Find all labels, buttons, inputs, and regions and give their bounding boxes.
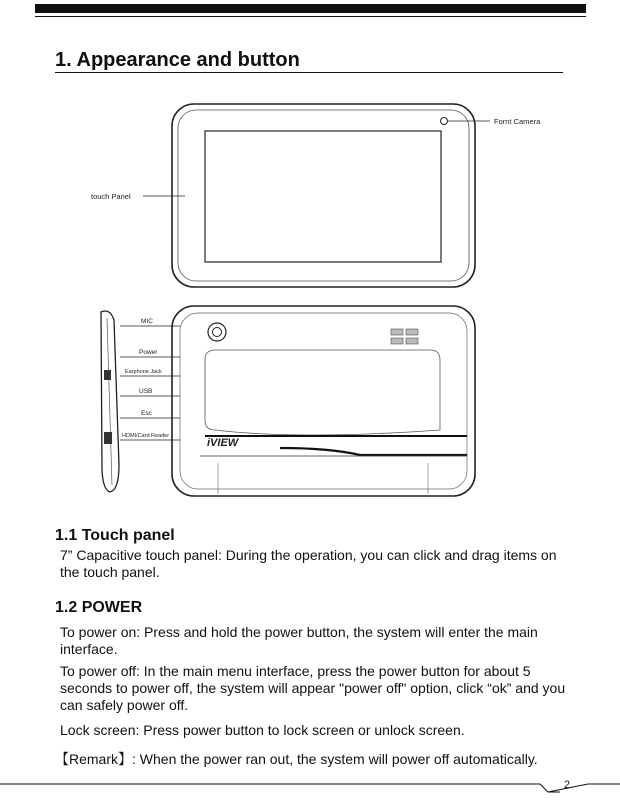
section-power-title: 1.2 POWER: [55, 599, 143, 616]
lock-screen-text: Lock screen: Press power button to lock screen or unlock screen.: [60, 722, 465, 738]
footer-rule: [0, 783, 620, 793]
remark-text: 【Remark】: When the power ran out, the system will power off automatically.: [55, 751, 538, 767]
label-esc: Esc: [141, 410, 152, 417]
label-earphone: Earphone Jack: [125, 369, 162, 375]
page-title: 1. Appearance and button: [55, 49, 300, 71]
power-off-text: To power off: In the main menu interface, press the power button for about 5 seconds to power off, the system will appear "power off" option, click “ok” and you can safely power off.: [60, 663, 566, 713]
page-number: 2: [564, 779, 571, 791]
brand-logo: iVIEW: [207, 437, 239, 449]
label-hdmi: HDMI/Card Reader: [122, 433, 170, 439]
side-view: [101, 311, 180, 492]
power-on-text: To power on: Press and hold the power button, the system will enter the main interface.: [60, 624, 538, 657]
label-power: Power: [139, 349, 158, 356]
front-view: [91, 104, 541, 287]
label-front-camera: Fornt Camera: [494, 117, 541, 126]
back-view: [172, 306, 475, 496]
back-camera-icon: [208, 323, 226, 341]
front-camera-icon: [441, 118, 448, 125]
label-touch-panel: touch Panel: [91, 192, 131, 201]
label-mic: MIC: [141, 318, 153, 325]
label-usb: USB: [139, 388, 153, 395]
touch-panel-text: 7” Capacitive touch panel: During the operation, you can click and drag items on the touch panel.: [60, 547, 557, 580]
section-touch-panel-title: 1.1 Touch panel: [55, 527, 175, 544]
